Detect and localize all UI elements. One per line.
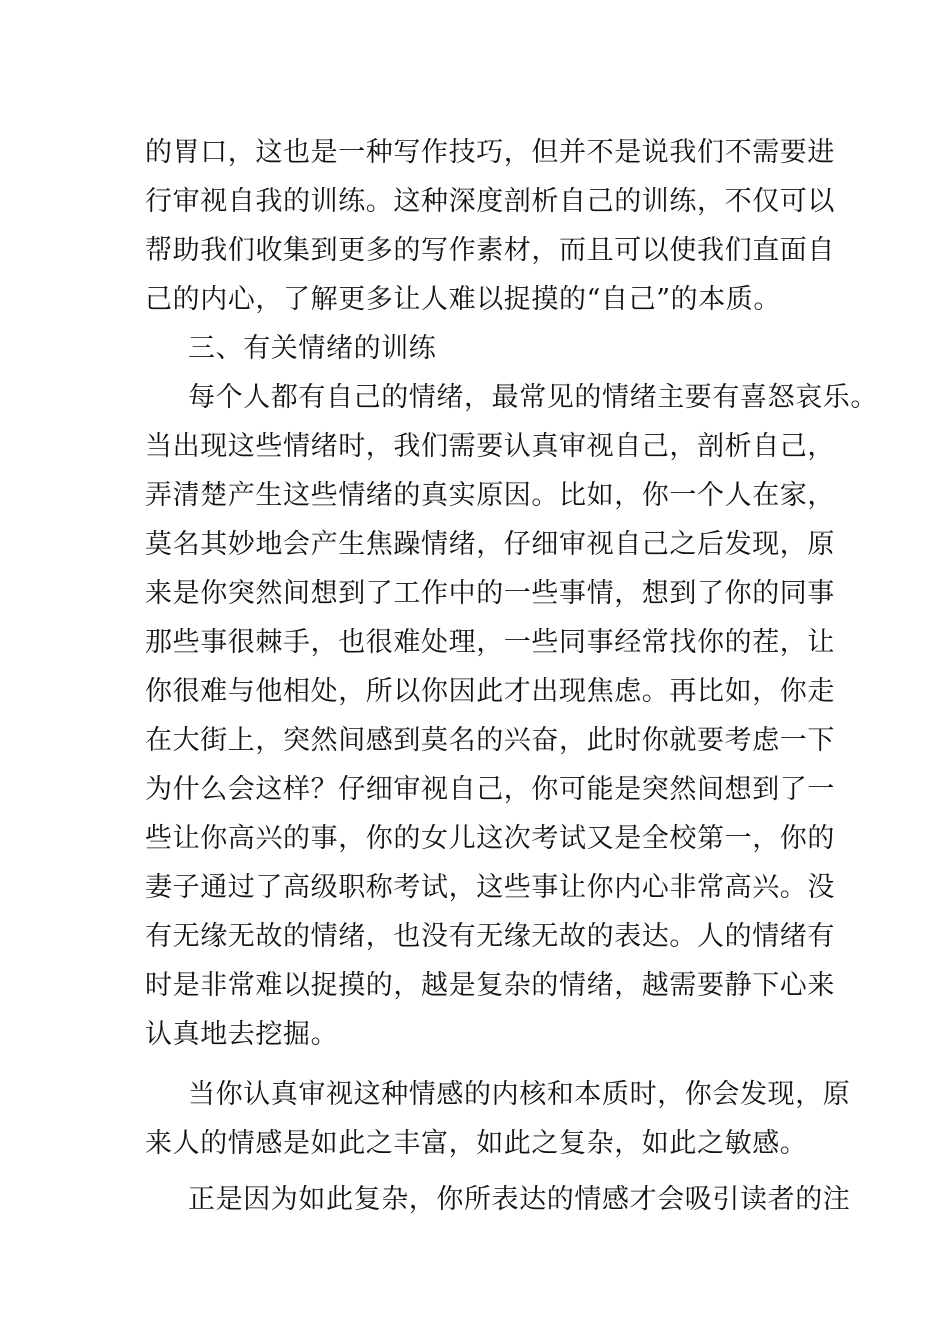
text-line: 为什么会这样？仔细审视自己，你可能是突然间想到了一 bbox=[145, 774, 835, 805]
text-line: 那些事很棘手，也很难处理，一些同事经常找你的茬，让 bbox=[145, 627, 835, 658]
text-line: 来是你突然间想到了工作中的一些事情，想到了你的同事 bbox=[145, 578, 835, 609]
text-line: 己的内心，了解更多让人难以捉摸的“自己”的本质。 bbox=[145, 284, 782, 315]
text-line: 你很难与他相处，所以你因此才出现焦虑。再比如，你走 bbox=[145, 676, 835, 707]
text-line: 行审视自我的训练。这种深度剖析自己的训练，不仅可以 bbox=[145, 186, 835, 217]
text-line: 些让你高兴的事，你的女儿这次考试又是全校第一，你的 bbox=[145, 823, 835, 854]
text-line: 正是因为如此复杂，你所表达的情感才会吸引读者的注 bbox=[188, 1184, 851, 1215]
text-line: 帮助我们收集到更多的写作素材，而且可以使我们直面自 bbox=[145, 235, 835, 266]
text-line: 认真地去挖掘。 bbox=[145, 1019, 339, 1050]
text-line: 每个人都有自己的情绪，最常见的情绪主要有喜怒哀乐。 bbox=[188, 382, 878, 413]
text-line: 在大街上，突然间感到莫名的兴奋，此时你就要考虑一下 bbox=[145, 725, 835, 756]
text-line: 莫名其妙地会产生焦躁情绪，仔细审视自己之后发现，原 bbox=[145, 529, 835, 560]
text-line: 妻子通过了高级职称考试，这些事让你内心非常高兴。没 bbox=[145, 872, 835, 903]
text-line: 来人的情感是如此之丰富，如此之复杂，如此之敏感。 bbox=[145, 1128, 808, 1159]
text-line: 有无缘无故的情绪，也没有无缘无故的表达。人的情绪有 bbox=[145, 921, 835, 952]
text-line: 弄清楚产生这些情绪的真实原因。比如，你一个人在家， bbox=[145, 480, 835, 511]
text-line: 当出现这些情绪时，我们需要认真审视自己，剖析自己， bbox=[145, 431, 835, 462]
text-line: 的胃口，这也是一种写作技巧，但并不是说我们不需要进 bbox=[145, 137, 835, 168]
section-heading: 三、有关情绪的训练 bbox=[188, 333, 437, 364]
text-line: 时是非常难以捉摸的，越是复杂的情绪，越需要静下心来 bbox=[145, 970, 835, 1001]
text-line: 当你认真审视这种情感的内核和本质时，你会发现，原 bbox=[188, 1079, 851, 1110]
